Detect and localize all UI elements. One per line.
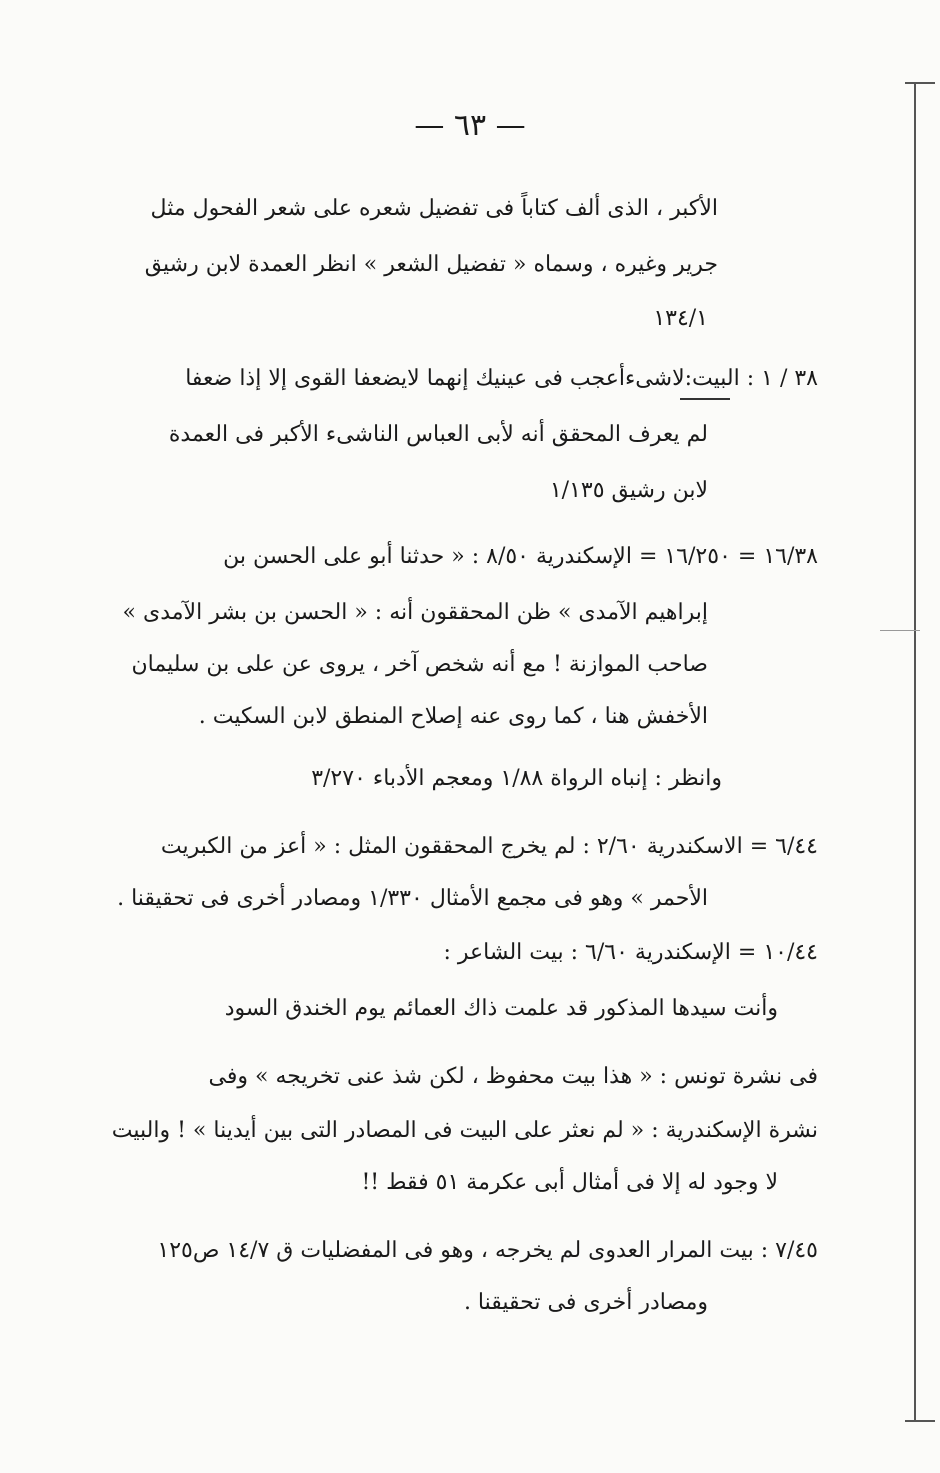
text-line-1: الأكبر ، الذى ألف كتاباً فى تفضيل شعره على شعر الفحول مثل: [150, 196, 718, 221]
text-line-3: ١٣٤/١: [653, 306, 708, 331]
text-line-17: نشرة الإسكندرية : « لم نعثر على البيت فى المصادر التى بين أيدينا » ! والبيت: [111, 1118, 818, 1143]
text-line-16: فى نشرة تونس : « هذا بيت محفوظ ، لكن شذ عنى تخريجه » وفى: [208, 1064, 818, 1089]
text-line-10: الأخفش هنا ، كما روى عنه إصلاح المنطق لابن السكيت .: [198, 704, 708, 729]
text-line-19: ٧/٤٥ : بيت المرار العدوى لم يخرجه ، وهو فى المفضليات ق ١٤/٧ ص١٢٥: [157, 1238, 818, 1263]
text-line-8: إبراهيم الآمدى » ظن المحققون أنه : « الحسن بن بشر الآمدى »: [122, 600, 708, 625]
text-line-13: الأحمر » وهو فى مجمع الأمثال ١/٣٣٠ ومصادر أخرى فى تحقيقنا .: [117, 886, 708, 911]
text-line-11: وانظر : إنباه الرواة ١/٨٨ ومعجم الأدباء ٣/٢٧٠: [311, 766, 722, 791]
verse-line: وأنت سيدها المذكور قد علمت ذاك العمائم يوم الخندق السود: [224, 996, 778, 1021]
underline-mark: [680, 398, 730, 400]
margin-rule-top: [905, 82, 935, 84]
margin-dash: [880, 630, 920, 631]
page-number: — ٦٣ —: [414, 108, 526, 143]
text-line-6: لابن رشيق ١/١٣٥: [549, 478, 708, 503]
text-line-2: جرير وغيره ، وسماه « تفضيل الشعر » انظر العمدة لابن رشيق: [144, 252, 718, 277]
text-line-4: ٣٨ / ١ : البيت:لاشىءأعجب فى عينيك إنهما لايضعفا القوى إلا إذا ضعفا: [185, 366, 818, 391]
text-line-12: ٦/٤٤ = الاسكندرية ٢/٦٠ : لم يخرج المحققون المثل : « أعز من الكبريت: [160, 834, 818, 859]
margin-rule-bottom: [905, 1420, 935, 1422]
text-line-18: لا وجود له إلا فى أمثال أبى عكرمة ٥١ فقط !!: [361, 1170, 778, 1195]
text-line-5: لم يعرف المحقق أنه لأبى العباس الناشىء الأكبر فى العمدة: [168, 422, 708, 447]
text-line-14: ١٠/٤٤ = الإسكندرية ٦/٦٠ : بيت الشاعر :: [443, 940, 818, 965]
text-line-20: ومصادر أخرى فى تحقيقنا .: [463, 1290, 708, 1315]
text-line-9: صاحب الموازنة ! مع أنه شخص آخر ، يروى عن على بن سليمان: [131, 652, 708, 677]
text-line-7: ١٦/٣٨ = ١٦/٢٥٠ = الإسكندرية ٨/٥٠ : « حدثنا أبو على الحسن بن: [223, 544, 818, 569]
margin-rule: [914, 82, 916, 1422]
